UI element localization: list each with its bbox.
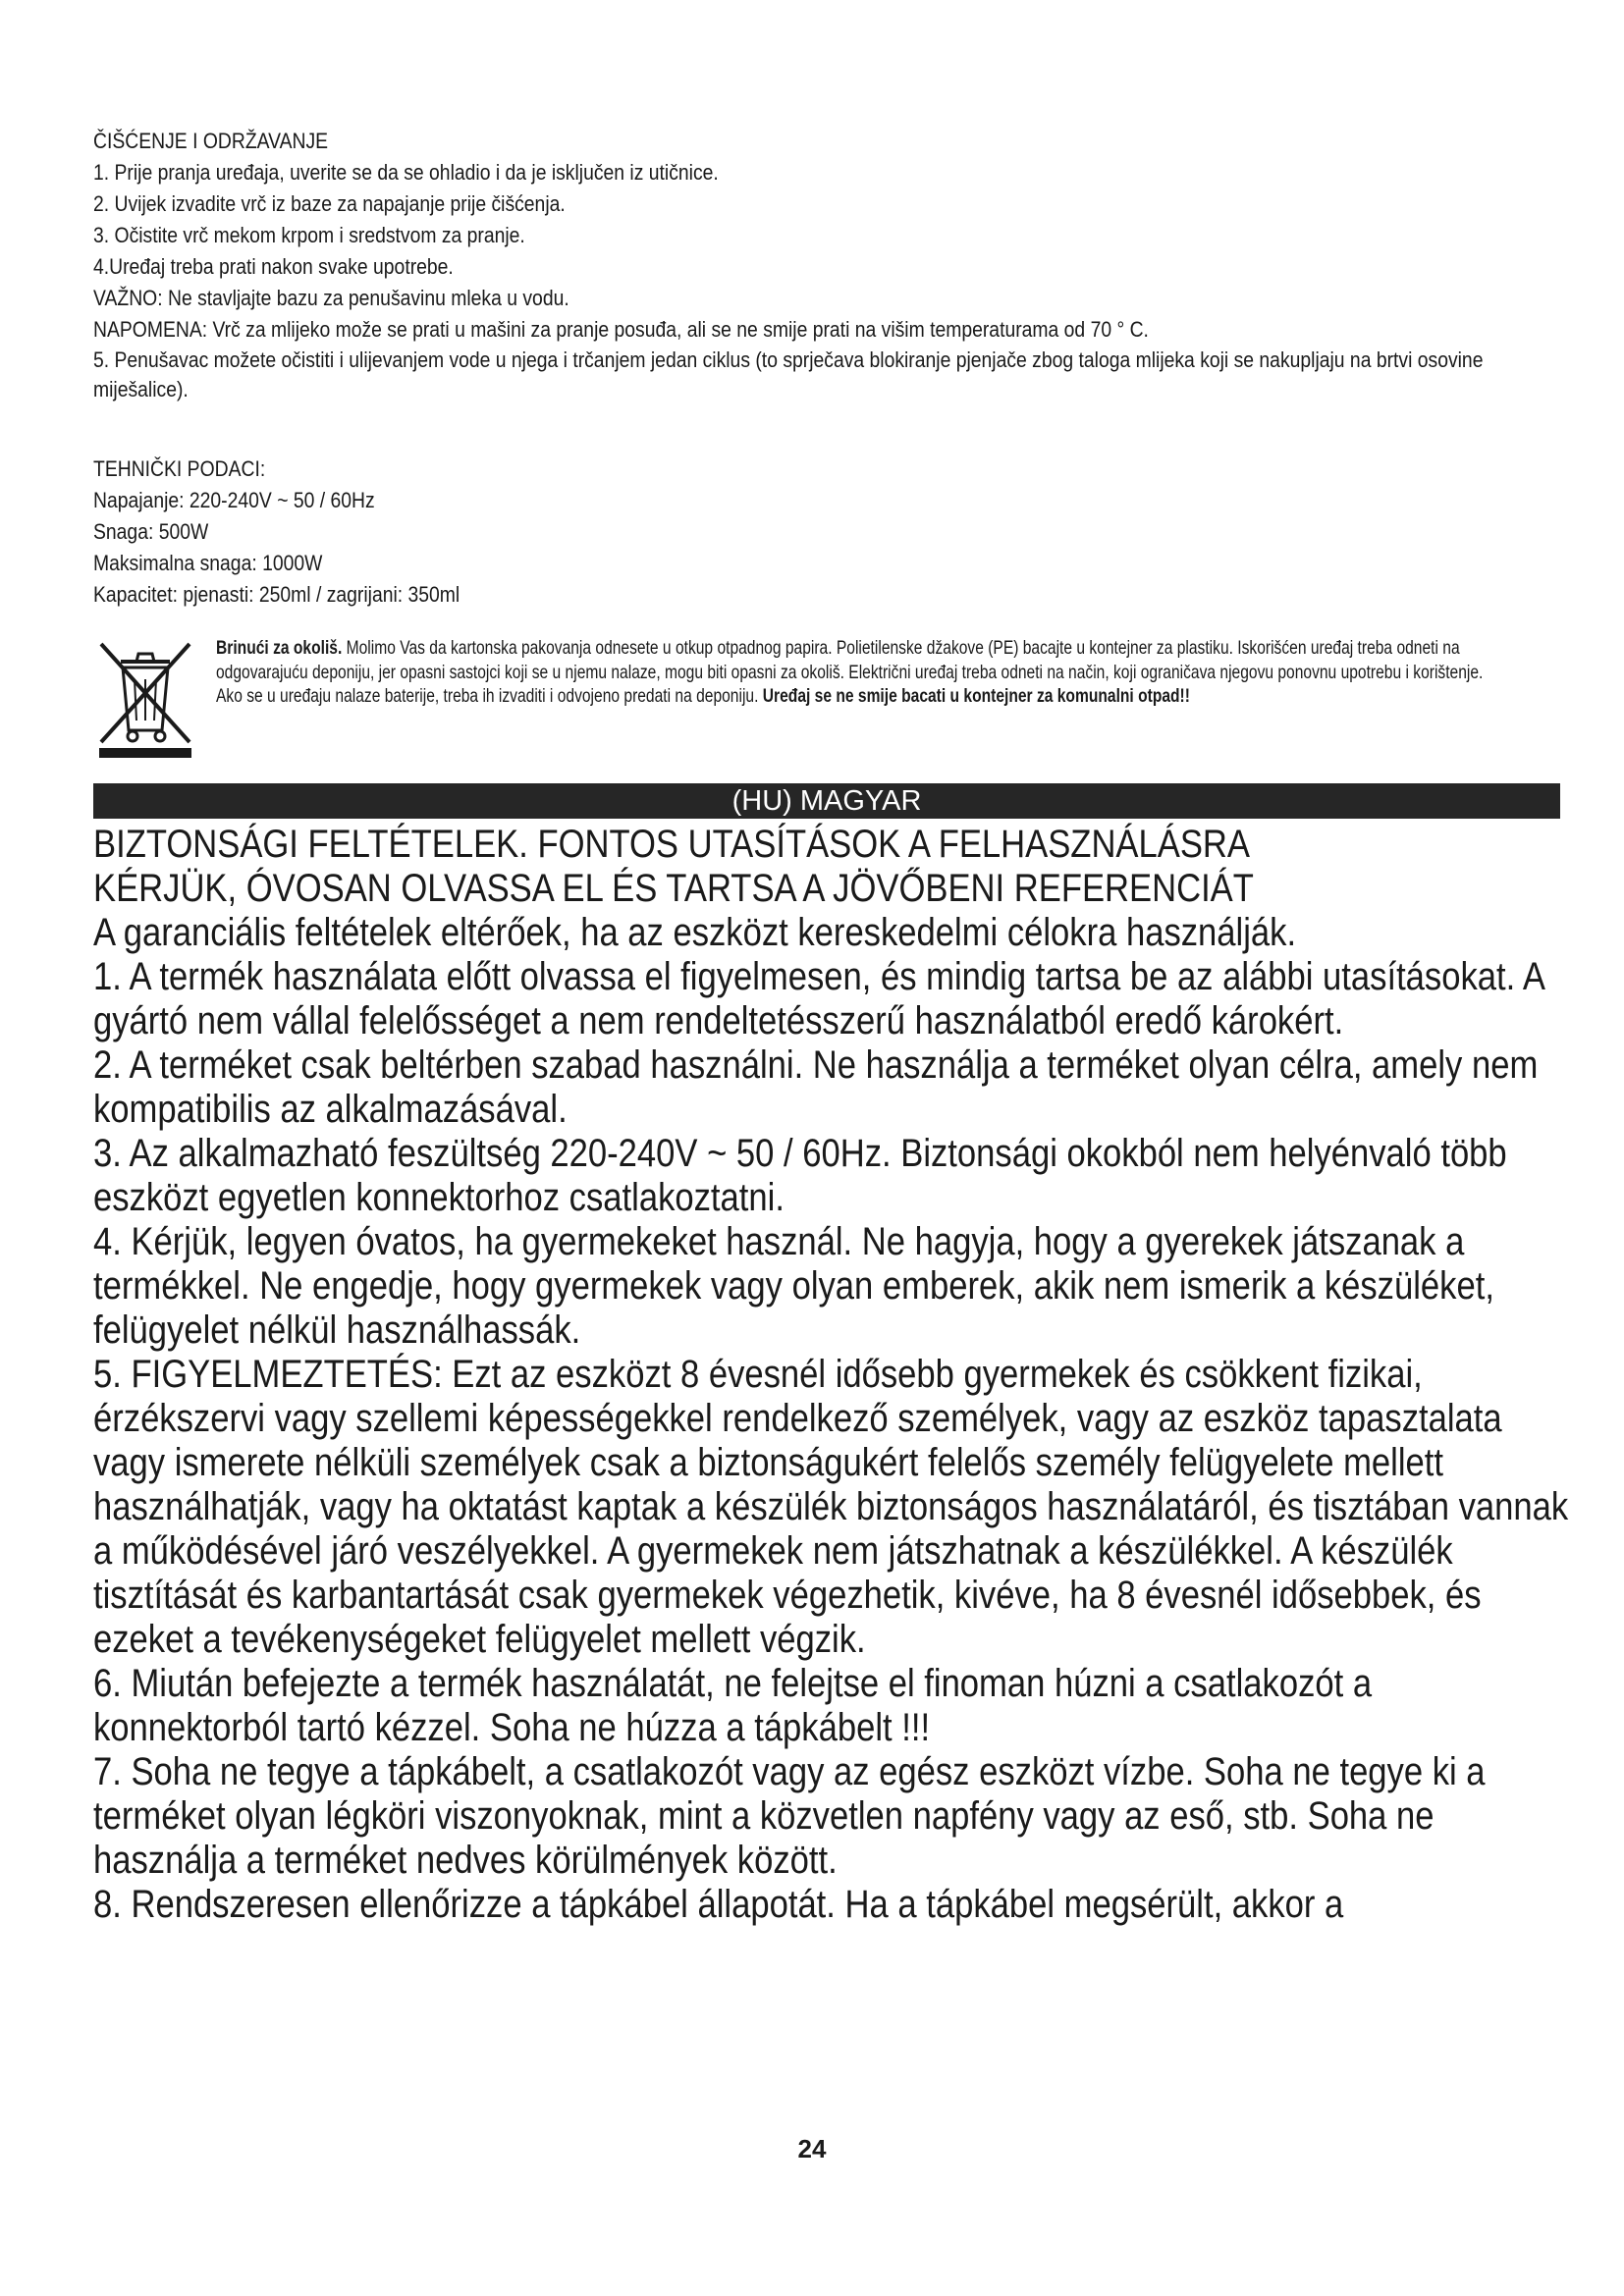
maintenance-item: 3. Očistite vrč mekom krpom i sredstvom za pranje. bbox=[93, 223, 525, 247]
page-number: 24 bbox=[797, 2134, 827, 2163]
maintenance-item: 4.Uređaj treba prati nakon svake upotrebe. bbox=[93, 254, 454, 279]
safety-item: 4. Kérjük, legyen óvatos, ha gyermekeket használ. Ne hagyja, hogy a gyerekek játszanak a termékkel. Ne engedje, hogy gyermekek vagy olyan emberek, akik nem ismerik a készüléket, felügyelet nélkül használhassák. bbox=[93, 1220, 1494, 1352]
technical-data-section bbox=[93, 454, 1546, 611]
maintenance-heading: ČIŠĆENJE I ODRŽAVANJE bbox=[93, 129, 329, 153]
safety-title-line: KÉRJÜK, ÓVOSAN OLVASSA EL ÉS TARTSA A JÖVŐBENI REFERENCIÁT bbox=[93, 867, 1254, 910]
warranty-note: A garanciális feltételek eltérőek, ha az eszközt kereskedelmi célokra használják. bbox=[93, 911, 1297, 954]
safety-item: 6. Miután befejezte a termék használatát, ne felejtse el finoman húzni a csatlakozót a konnektorból tartó kézzel. Soha ne húzza a tápkábelt !!! bbox=[93, 1662, 1373, 1749]
maintenance-section bbox=[93, 126, 1546, 404]
safety-item: 1. A termék használata előtt olvassa el figyelmesen, és mindig tartsa be az alábbi utasításokat. A gyártó nem vállal felelősséget a nem rendeltetésszerű használatból eredő károkért. bbox=[93, 955, 1544, 1042]
safety-item: 2. A terméket csak beltérben szabad használni. Ne használja a terméket olyan célra, amely nem kompatibilis az alkalmazásával. bbox=[93, 1043, 1539, 1131]
safety-item: 5. FIGYELMEZTETÉS: Ezt az eszközt 8 évesnél idősebb gyermekek és csökkent fizikai, érzékszervi vagy szellemi képességekkel rendelkező személyek, vagy az eszköz tapasztalata vagy ismerete nélküli személyek csak a biztonságukért felelős személy felügyelete mellett használhatják, vagy ha oktatást kaptak a készülék biztonságos használatáról, és tisztában vannak a működésével járó veszélyekkel. A gyermekek nem játszhatnak a készülékkel. A készülék tisztítását és karbantartását csak gyermekek végezhetik, kivéve, ha 8 évesnél idősebbek, és ezeket a tevékenységeket felügyelet mellett végzik. bbox=[93, 1353, 1569, 1661]
maintenance-item: 5. Penušavac možete očistiti i ulijevanjem vode u njega i trčanjem jedan ciklus (to sprječava blokiranje pjenjače zbog taloga mlijeka koji se nakupljaju na brtvi osovine miješalice). bbox=[93, 347, 1484, 401]
technical-data-heading: TEHNIČKI PODACI: bbox=[93, 456, 266, 481]
environment-notice-text bbox=[216, 636, 1489, 709]
safety-item: 3. Az alkalmazható feszültség 220-240V ~ 50 / 60Hz. Biztonsági okokból nem helyénvaló több eszközt egyetlen konnektorhoz csatlakoztatni. bbox=[93, 1132, 1507, 1219]
hungarian-safety-section bbox=[93, 823, 1569, 1927]
maintenance-note: NAPOMENA: Vrč za mlijeko može se prati u mašini za pranje posuđa, ali se ne smije prati na višim temperaturama od 70 ° C. bbox=[93, 317, 1149, 342]
safety-item: 7. Soha ne tegye a tápkábelt, a csatlakozót vagy az egész eszközt vízbe. Soha ne tegye ki a terméket olyan légköri viszonyoknak, mint a közvetlen napfény vagy az eső, stb. Soha ne használja a terméket nedves körülmények között. bbox=[93, 1750, 1486, 1882]
maintenance-item: 1. Prije pranja uređaja, uverite se da se ohladio i da je isključen iz utičnice. bbox=[93, 160, 719, 185]
technical-data-line: Snaga: 500W bbox=[93, 519, 209, 544]
language-section-bar: (HU) MAGYAR bbox=[93, 783, 1560, 819]
technical-data-line: Maksimalna snaga: 1000W bbox=[93, 551, 323, 575]
technical-data-line: Napajanje: 220-240V ~ 50 / 60Hz bbox=[93, 488, 375, 512]
safety-item: 8. Rendszeresen ellenőrizze a tápkábel állapotát. Ha a tápkábel megsérült, akkor a bbox=[93, 1883, 1344, 1926]
technical-data-line: Kapacitet: pjenasti: 250ml / zagrijani: 350ml bbox=[93, 582, 460, 607]
environment-warning: Uređaj se ne smije bacati u kontejner za komunalni otpad!! bbox=[762, 685, 1190, 707]
crossed-out-wheelie-bin-icon bbox=[93, 640, 197, 762]
maintenance-item: 2. Uvijek izvadite vrč iz baze za napajanje prije čišćenja. bbox=[93, 191, 566, 216]
environment-notice bbox=[93, 636, 1566, 774]
safety-title-line: BIZTONSÁGI FELTÉTELEK. FONTOS UTASÍTÁSOK A FELHASZNÁLÁSRA bbox=[93, 823, 1250, 866]
environment-lead: Brinući za okoliš. bbox=[216, 637, 343, 659]
maintenance-important: VAŽNO: Ne stavljajte bazu za penušavinu mleka u vodu. bbox=[93, 286, 569, 310]
environment-body: Molimo Vas da kartonska pakovanja odnesete u otkup otpadnog papira. Polietilenske džakove (PE) bacajte u kontejner za plastiku. Iskorišćen uređaj treba odneti na odgovarajuću deponiju, jer opasni sastojci koji se u njemu nalaze, mogu biti opasni za okoliš. Električni uređaj treba odneti na način, koji ograničava njegovu ponovnu upotrebu i korištenje. Ako se u uređaju nalaze baterije, treba ih izvaditi i odvojeno predati na deponiju. bbox=[216, 637, 1484, 707]
